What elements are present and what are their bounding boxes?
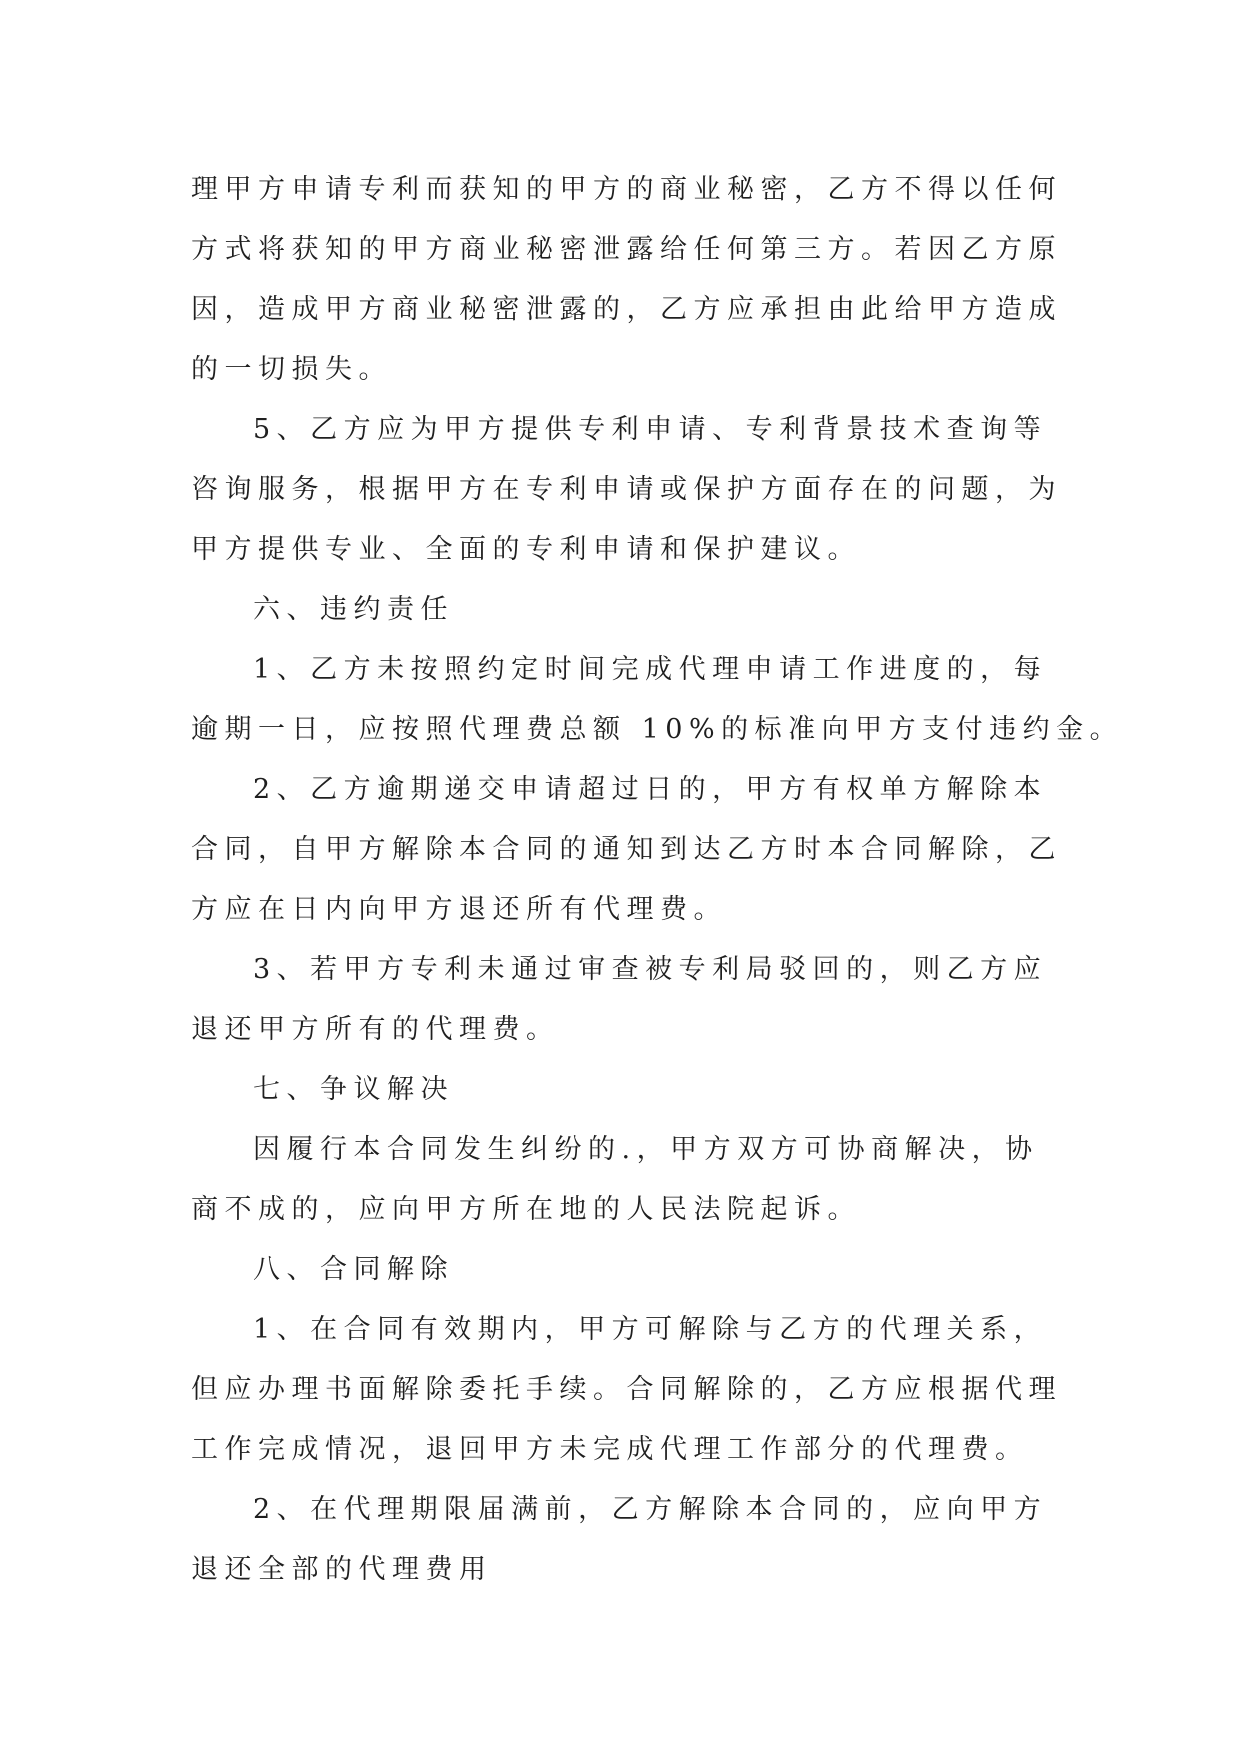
text-line: 因履行本合同发生纠纷的.，甲方双方可协商解决，协 [253,1134,1039,1165]
text-line: 商不成的，应向甲方所在地的人民法院起诉。 [191,1194,861,1225]
text-line: 1、在合同有效期内，甲方可解除与乙方的代理关系， [253,1314,1048,1345]
section-heading: 七、争议解决 [253,1074,454,1105]
text-line: 退还甲方所有的代理费。 [191,1014,560,1045]
text-line: 合同，自甲方解除本合同的通知到达乙方时本合同解除，乙 [191,834,1062,865]
text-line: 5、乙方应为甲方提供专利申请、专利背景技术查询等 [253,414,1048,445]
text-line: 3、若甲方专利未通过审查被专利局驳回的，则乙方应 [253,954,1048,985]
text-line: 2、乙方逾期递交申请超过日的，甲方有权单方解除本 [253,774,1048,805]
text-line: 咨询服务，根据甲方在专利申请或保护方面存在的问题，为 [191,474,1062,505]
text-line: 1、乙方未按照约定时间完成代理申请工作进度的，每 [253,654,1048,685]
document-body [191,160,1124,1600]
text-line: 但应办理书面解除委托手续。合同解除的，乙方应根据代理 [191,1374,1062,1405]
text-line: 方式将获知的甲方商业秘密泄露给任何第三方。若因乙方原 [191,234,1062,265]
text-line: 的一切损失。 [191,354,392,385]
section-heading: 六、违约责任 [253,594,454,625]
text-line: 理甲方申请专利而获知的甲方的商业秘密，乙方不得以任何 [191,174,1062,205]
text-line: 逾期一日，应按照代理费总额 10%的标准向甲方支付违约金。 [191,714,1124,745]
text-line: 方应在日内向甲方退还所有代理费。 [191,894,727,925]
text-line: 因，造成甲方商业秘密泄露的，乙方应承担由此给甲方造成 [191,294,1062,325]
section-heading: 八、合同解除 [253,1254,454,1285]
text-line: 甲方提供专业、全面的专利申请和保护建议。 [191,534,861,565]
text-line: 2、在代理期限届满前，乙方解除本合同的，应向甲方 [253,1494,1048,1525]
text-line: 退还全部的代理费用 [191,1554,493,1585]
text-line: 工作完成情况，退回甲方未完成代理工作部分的代理费。 [191,1434,1029,1465]
